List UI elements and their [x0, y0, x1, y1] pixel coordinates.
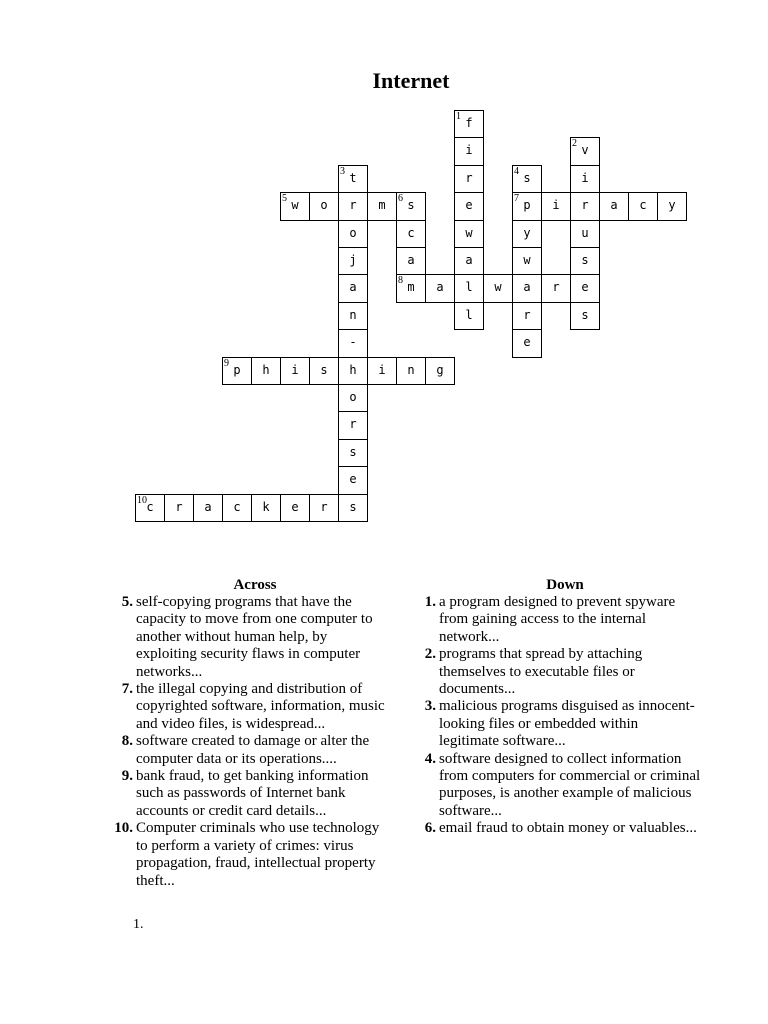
across-clue	[107, 681, 385, 733]
clue-text	[133, 681, 385, 733]
list-item-number: 1.	[133, 917, 144, 932]
clue-number: 2.	[424, 646, 436, 663]
crossword-cell	[425, 357, 455, 385]
cell-letter: k	[262, 499, 270, 514]
cell-letter: h	[262, 362, 270, 377]
crossword-cell	[280, 357, 310, 385]
clue-number: 5.	[121, 594, 133, 610]
cell-letter: s	[581, 307, 589, 322]
cell-letter: w	[494, 280, 502, 295]
down-clue	[410, 594, 700, 646]
cell-letter: r	[523, 307, 531, 322]
clue-text-line: a program designed to prevent spyware	[439, 594, 676, 610]
crossword-cell	[338, 247, 368, 275]
crossword-cell	[309, 357, 339, 385]
cell-letter: s	[320, 362, 328, 377]
cell-letter: y	[523, 225, 531, 240]
clue-text-line: network...	[439, 628, 500, 645]
crossword-cell	[570, 274, 600, 302]
clue-text-line: software designed to collect information	[439, 750, 682, 767]
clue-text-line: self-copying programs that have the	[136, 594, 352, 610]
crossword-cell	[454, 247, 484, 275]
crossword-cell	[309, 192, 339, 220]
cell-letter: e	[291, 499, 299, 514]
crossword-cell	[599, 192, 629, 220]
cell-number: 6	[398, 193, 403, 205]
clue-text-line: from computers for commercial or criminal	[439, 768, 701, 785]
cell-letter: t	[349, 170, 357, 185]
clue-text	[436, 646, 642, 698]
clue-text-line: Computer criminals who use technology	[136, 820, 380, 837]
down-clue	[410, 751, 700, 821]
cell-letter: a	[204, 499, 212, 514]
cell-letter: a	[523, 280, 531, 295]
across-clue	[107, 733, 385, 768]
clue-text-line: bank fraud, to get banking information	[136, 768, 369, 785]
cell-letter: a	[610, 198, 618, 213]
cell-letter: a	[407, 253, 415, 267]
cell-letter: e	[581, 280, 589, 295]
down-clue	[410, 820, 700, 837]
clue-text-line: software created to damage or alter the	[136, 733, 370, 750]
clue-number: 8.	[121, 733, 133, 750]
cell-letter: r	[349, 198, 357, 213]
across-clues	[107, 594, 385, 890]
across-clue	[107, 768, 385, 820]
crossword-cell	[512, 329, 542, 357]
cell-number: 7	[514, 193, 519, 205]
cell-letter: i	[465, 143, 473, 158]
clue-text-line: looking files or embedded within	[439, 715, 639, 732]
cell-letter: a	[436, 280, 444, 295]
crossword-cell	[541, 274, 571, 302]
clue-number: 4.	[424, 750, 436, 767]
cell-letter: s	[581, 253, 589, 267]
cell-number: 2	[572, 138, 577, 150]
crossword-cell	[512, 220, 542, 248]
crossword-cell	[396, 220, 426, 248]
clue-text	[133, 820, 379, 890]
crossword-cell	[222, 494, 252, 522]
clue-text-line: capacity to move from one computer to	[136, 611, 373, 628]
crossword-cell	[454, 192, 484, 220]
cell-letter: l	[465, 307, 473, 322]
down-heading: Down	[546, 577, 584, 593]
cell-letter: i	[552, 198, 560, 213]
crossword-cell	[338, 439, 368, 467]
cell-letter: a	[349, 280, 357, 295]
down-clues	[410, 594, 700, 838]
clue-text-line: copyrighted software, information, music	[136, 698, 385, 715]
cell-number: 10	[137, 494, 147, 506]
crossword-cell	[280, 494, 310, 522]
clue-text	[133, 733, 369, 768]
crossword-cell	[454, 165, 484, 193]
cell-number: 1	[456, 111, 461, 122]
clue-text-line: computer data or its operations....	[136, 750, 337, 767]
cell-letter: p	[233, 362, 241, 377]
clue-text	[133, 768, 368, 820]
clue-text-line: another without human help, by	[136, 628, 328, 645]
crossword-cell	[512, 165, 542, 193]
clue-number: 3.	[424, 698, 436, 715]
cell-letter: h	[349, 362, 357, 377]
crossword-cell	[483, 274, 513, 302]
cell-letter: y	[668, 198, 676, 213]
down-clue	[410, 698, 700, 750]
cell-letter: v	[581, 143, 589, 158]
cell-letter: m	[407, 280, 415, 295]
crossword-cell	[135, 494, 165, 522]
clue-text-line: themselves to executable files or	[439, 663, 635, 680]
cell-letter: c	[146, 499, 154, 514]
down-clue	[410, 646, 700, 698]
cell-letter: r	[320, 499, 328, 514]
cell-letter: c	[233, 499, 241, 514]
crossword-cell	[570, 137, 600, 165]
cell-letter: u	[581, 225, 589, 240]
crossword-cell	[570, 192, 600, 220]
clue-text-line: the illegal copying and distribution of	[136, 681, 363, 698]
crossword-cell	[367, 192, 397, 220]
cell-letter: w	[523, 253, 531, 267]
clue-text-line: email fraud to obtain money or valuables...	[439, 820, 697, 837]
cell-letter: r	[175, 499, 183, 514]
crossword-cell	[512, 274, 542, 302]
across-clue	[107, 820, 385, 890]
cell-letter: e	[465, 198, 473, 213]
crossword-cell	[367, 357, 397, 385]
crossword-cell	[454, 137, 484, 165]
clue-text-line: networks...	[136, 663, 203, 680]
crossword-cell	[570, 165, 600, 193]
crossword-cell	[280, 192, 310, 220]
cell-letter: w	[291, 198, 299, 213]
crossword-cell	[193, 494, 223, 522]
clue-number: 7.	[121, 681, 133, 698]
crossword-cell	[628, 192, 658, 220]
crossword-cell	[454, 302, 484, 330]
cell-letter: -	[349, 335, 357, 350]
cell-letter: n	[407, 362, 415, 377]
crossword-cell	[338, 220, 368, 248]
cell-letter: p	[523, 198, 531, 213]
clue-text-line: documents...	[439, 681, 516, 698]
cell-letter: o	[349, 225, 357, 240]
crossword-cell	[338, 494, 368, 522]
cell-letter: g	[436, 362, 444, 377]
clue-text-line: and video files, is widespread...	[136, 715, 326, 732]
cell-letter: w	[465, 225, 473, 240]
crossword-cell	[338, 302, 368, 330]
cell-letter: o	[349, 390, 357, 404]
crossword-cell	[338, 411, 368, 439]
clue-text-line: from gaining access to the internal	[439, 611, 647, 628]
crossword-cell	[570, 302, 600, 330]
crossword-cell	[309, 494, 339, 522]
clue-text-line: propagation, fraud, intellectual property	[136, 855, 376, 872]
crossword-cell	[425, 274, 455, 302]
crossword-cell	[512, 247, 542, 275]
cell-number: 9	[224, 357, 229, 369]
clue-text-line: software...	[439, 802, 502, 819]
cell-number: 5	[282, 193, 287, 205]
cell-letter: f	[465, 116, 473, 130]
crossword-cell	[512, 302, 542, 330]
clue-text-line: to perform a variety of crimes: virus	[136, 837, 354, 854]
crossword-cell	[454, 220, 484, 248]
cell-letter: r	[552, 280, 560, 295]
crossword-cell	[338, 329, 368, 357]
crossword-cell	[570, 247, 600, 275]
crossword-cell	[338, 466, 368, 494]
crossword-cell	[512, 192, 542, 220]
clue-text-line: accounts or credit card details...	[136, 802, 327, 819]
crossword-cell	[541, 192, 571, 220]
clue-number: 10.	[114, 820, 133, 837]
crossword-cell	[222, 357, 252, 385]
cell-letter: l	[465, 280, 473, 295]
cell-letter: i	[581, 170, 589, 185]
cell-number: 3	[340, 165, 345, 177]
crossword-cell	[396, 247, 426, 275]
clue-number: 6.	[424, 820, 436, 837]
crossword-cell	[396, 357, 426, 385]
clue-text-line: legitimate software...	[439, 733, 566, 750]
cell-letter: c	[407, 225, 415, 240]
across-heading: Across	[233, 577, 277, 593]
cell-letter: i	[291, 362, 299, 377]
crossword-cell	[338, 384, 368, 412]
cell-letter: e	[523, 335, 531, 350]
cell-letter: o	[320, 198, 328, 213]
cell-letter: n	[349, 307, 357, 322]
clue-text	[436, 751, 700, 821]
clue-text-line: purposes, is another example of malicious	[439, 785, 692, 802]
crossword-cell	[164, 494, 194, 522]
crossword-cell	[396, 274, 426, 302]
crossword-cell	[570, 220, 600, 248]
clue-text	[436, 594, 675, 646]
cell-letter: s	[407, 198, 415, 213]
cell-letter: c	[639, 198, 647, 213]
clue-text-line: theft...	[136, 872, 175, 889]
clue-text	[133, 594, 373, 681]
cell-letter: e	[349, 472, 357, 487]
cell-letter: a	[465, 253, 473, 267]
clue-number: 1.	[424, 594, 436, 610]
clue-text-line: programs that spread by attaching	[439, 646, 643, 663]
crossword-cell	[338, 274, 368, 302]
crossword-cell	[657, 192, 687, 220]
clue-text-line: such as passwords of Internet bank	[136, 785, 346, 802]
clue-text-line: exploiting security flaws in computer	[136, 646, 361, 663]
clue-text-line: malicious programs disguised as innocent-	[439, 698, 695, 715]
crossword-cell	[454, 110, 484, 138]
crossword-cell	[338, 165, 368, 193]
cell-letter: s	[349, 499, 357, 514]
across-clue	[107, 594, 385, 681]
cell-letter: m	[378, 198, 386, 213]
cell-letter: r	[581, 198, 589, 213]
cell-letter: r	[465, 170, 473, 185]
cell-letter: s	[523, 170, 531, 185]
crossword-cell	[251, 494, 281, 522]
crossword-cell	[454, 274, 484, 302]
cell-letter: s	[349, 444, 357, 459]
cell-number: 4	[514, 165, 519, 177]
cell-number: 8	[398, 275, 403, 287]
clue-number: 9.	[121, 768, 133, 785]
cell-letter: j	[349, 253, 357, 267]
clue-text	[436, 820, 697, 837]
cell-letter: i	[378, 362, 386, 377]
crossword-cell	[338, 192, 368, 220]
crossword-cell	[251, 357, 281, 385]
cell-letter: r	[349, 417, 357, 432]
crossword-cell	[338, 357, 368, 385]
page-title: Internet	[372, 68, 450, 93]
crossword-cell	[396, 192, 426, 220]
clue-text	[436, 698, 695, 750]
